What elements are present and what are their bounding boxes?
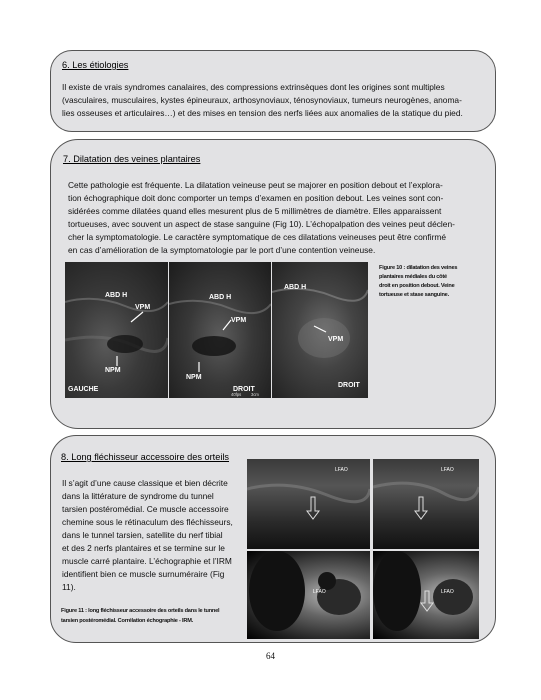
section-6-line-3: lies osseuses et articulaires…) et des mises en tension des nerfs liées aux anomalies de la statique du pied. [62,108,463,118]
lfao-label: LFAO [313,589,326,595]
figure-11-caption [61,606,261,626]
mri-texture [373,551,479,639]
figure-10-caption-line-3: droit en position debout. Veine [379,283,455,289]
mri-panel-right [373,551,479,639]
abd-h-label: ABD H [105,292,128,299]
figure-10-caption [379,264,479,300]
figure-10-caption-line-1: Figure 10 : dilatation des veines [379,265,458,271]
section-8-line-2: dans la littérature de syndrome du tunnel [62,491,214,501]
vpm-label: VPM [135,304,151,311]
ultrasound-panel-left [65,262,168,398]
section-8-line-8: identifient bien ce muscle surnuméraire (Fig [62,569,225,579]
section-8-line-4: chemine sous le rétinaculum des fléchisseurs, [62,517,233,527]
abd-h-label: ABD H [284,284,307,291]
ultrasound-texture [272,262,368,398]
section-7-line-5: cher la symptomatologie. Le caractère symptomatique de ces dilatations veineuses peut être confirmé [68,232,446,242]
ultrasound-texture [169,262,271,398]
frame-rate: 40fps [231,392,242,397]
section-8-line-3: tarsien postéromédial. Ce muscle accessoire [62,504,229,514]
section-8-heading: 8. Long fléchisseur accessoire des orteils [61,452,230,462]
section-7-line-2: tion échographique doit donc comporter un temps d’examen en position debout. Les veines sont con- [68,193,444,203]
npm-label: NPM [105,367,121,374]
side-label-droit: DROIT [338,382,360,389]
page-number: 64 [266,651,275,661]
vpm-label: VPM [231,317,247,324]
section-7-box [50,139,496,429]
mri-panel-left [247,551,370,639]
figure-11-caption-line-2: tarsien postéromédial. Corrélation échographie - IRM. [61,618,194,624]
echo-panel-right [373,459,479,549]
ultrasound-panel-middle [169,262,271,398]
npm-label: NPM [186,374,202,381]
echo-texture [373,459,479,549]
section-8-line-1: Il s’agit d’une cause classique et bien décrite [62,478,228,488]
lfao-label: LFAO [441,589,454,595]
section-6-box [50,50,496,132]
side-label-gauche: GAUCHE [68,386,99,393]
side-label-droit: DROIT [233,386,255,393]
depth: 3cm [251,392,259,397]
lfao-label: LFAO [335,467,348,473]
section-6-line-2: (vasculaires, musculaires, kystes épineuraux, arthosynoviaux, ténosynoviaux, tumeurs neurogènes, anoma- [62,95,462,105]
figure-10-caption-line-2: plantaires médiales du côté [379,274,447,280]
figure-11-caption-line-1: Figure 11 : long fléchisseur accessoire des orteils dans le tunnel [61,608,220,614]
section-8-box [50,435,496,643]
mri-texture [247,551,370,639]
abd-h-label: ABD H [209,294,232,301]
echo-texture [247,459,370,549]
section-7-line-4: tortueuses, avec souvent un aspect de stase sanguine (Fig 10). L’échopalpation des veines peut déclen- [68,219,455,229]
section-7-line-6: en cas d’amélioration de la symptomatologie par le port d’une contention veineuse. [68,245,376,255]
section-8-line-5: dans le tunnel tarsien, satellite du nerf tibial [62,530,223,540]
section-7-line-1: Cette pathologie est fréquente. La dilatation veineuse peut se majorer en position debout et l’explora- [68,180,443,190]
section-6-line-1: Il existe de vrais syndromes canalaires, des compressions extrinsèques dont les origines sont multiples [62,82,445,92]
ultrasound-panel-right [272,262,368,398]
ultrasound-texture [65,262,168,398]
section-8-line-7: muscle carré plantaire. L’échographie et l’IRM [62,556,232,566]
section-7-heading: 7. Dilatation des veines plantaires [63,154,201,164]
section-6-heading: 6. Les étiologies [62,60,129,70]
figure-10-caption-line-4: tortueuse et stase sanguine. [379,292,449,298]
lfao-label: LFAO [441,467,454,473]
section-8-line-6: et des 2 nerfs plantaires et se termine sur le [62,543,225,553]
vpm-label: VPM [328,336,344,343]
section-8-line-9: 11). [62,582,76,592]
section-7-line-3: sidérées comme dilatées quand elles mesurent plus de 5 millimètres de diamètre. Elles apparaissent [68,206,442,216]
echo-panel-left [247,459,370,549]
